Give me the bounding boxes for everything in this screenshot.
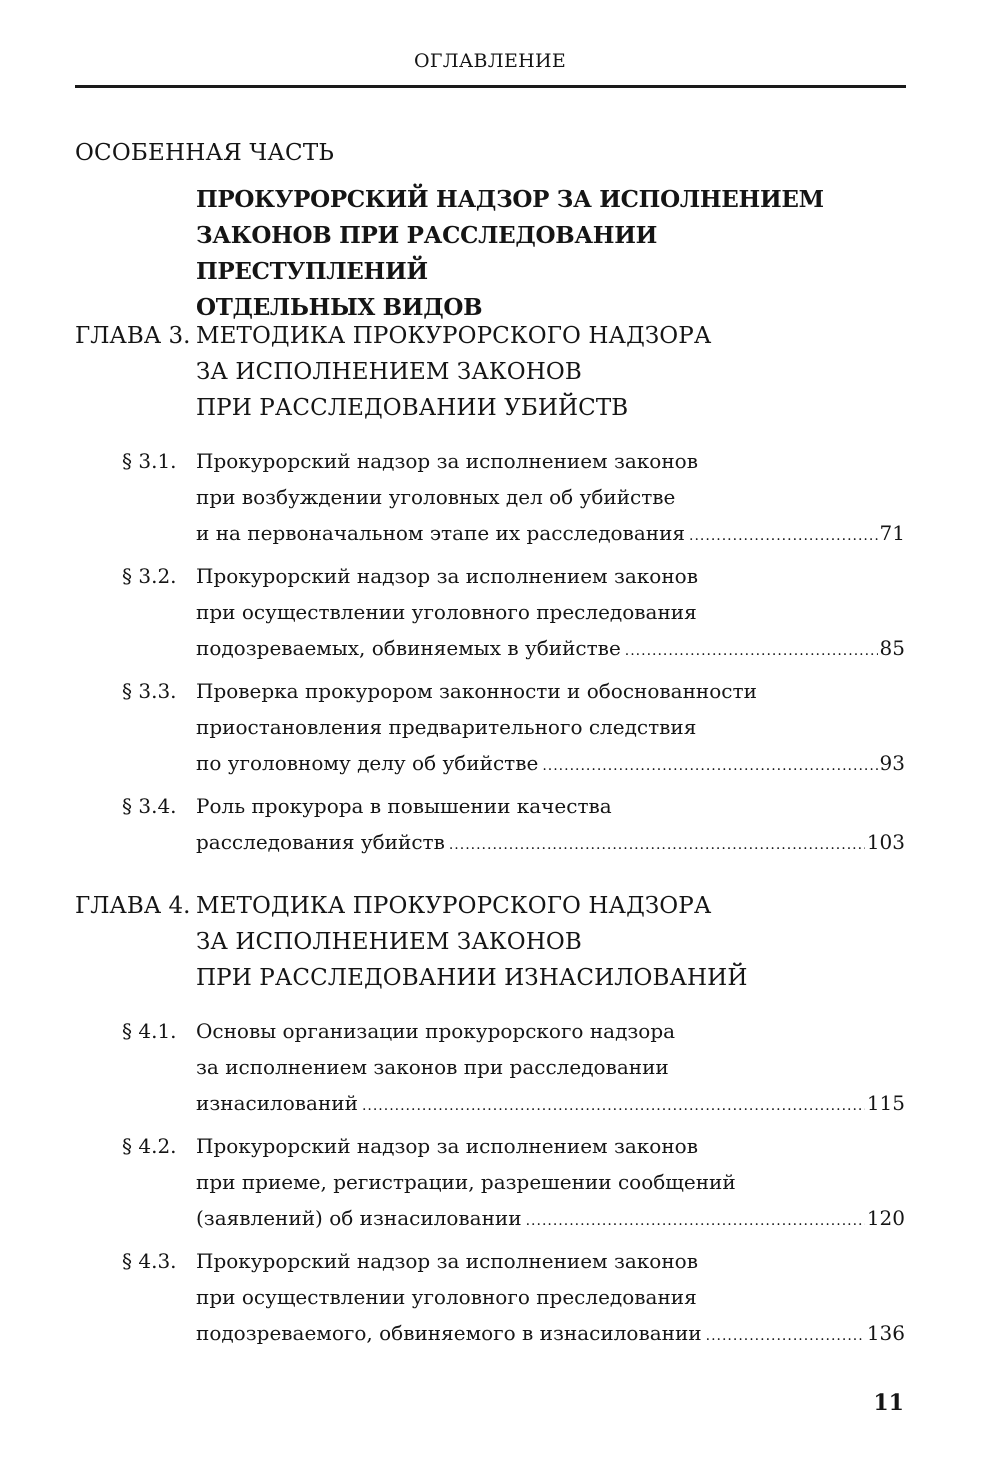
- part-title-line: ПРОКУРОРСКИЙ НАДЗОР ЗА ИСПОЛНЕНИЕМ: [196, 186, 824, 213]
- running-head: ОГЛАВЛЕНИЕ: [413, 50, 567, 72]
- page-number: 93: [879, 751, 905, 775]
- section-title-line: Прокурорский надзор за исполнением законов: [196, 1249, 698, 1273]
- chapter-title-line: МЕТОДИКА ПРОКУРОРСКОГО НАДЗОРА: [196, 893, 712, 919]
- page-number: 85: [879, 636, 905, 660]
- section-body: [196, 443, 905, 554]
- section-title-line: Прокурорский надзор за исполнением законов: [196, 449, 698, 473]
- section-title-line: при возбуждении уголовных дел об убийстве: [196, 485, 676, 509]
- dot-leader: [689, 518, 878, 554]
- chapter-title: [196, 888, 748, 996]
- section-last-line: [196, 515, 905, 554]
- dot-leader: [362, 1088, 865, 1124]
- header-rule: [75, 85, 906, 88]
- section-last-line: [196, 824, 905, 863]
- section-body: [196, 788, 905, 863]
- section-title-line: при осуществлении уголовного преследования: [196, 1285, 697, 1309]
- dot-leader: [449, 827, 865, 863]
- section-body: [196, 1243, 905, 1354]
- chapter-title-line: ЗА ИСПОЛНЕНИЕМ ЗАКОНОВ: [196, 359, 582, 385]
- page-number: 136: [866, 1321, 905, 1345]
- part-label: ОСОБЕННАЯ ЧАСТЬ: [75, 140, 335, 166]
- folio-page-number: 11: [873, 1390, 904, 1416]
- section-body: [196, 558, 905, 669]
- chapter-title-line: ЗА ИСПОЛНЕНИЕМ ЗАКОНОВ: [196, 929, 582, 955]
- section-title-line: при осуществлении уголовного преследования: [196, 600, 697, 624]
- section-body: [196, 1013, 905, 1124]
- chapter-title-line: МЕТОДИКА ПРОКУРОРСКОГО НАДЗОРА: [196, 323, 712, 349]
- part-title-line: ОТДЕЛЬНЫХ ВИДОВ: [196, 294, 483, 321]
- section-title-line: расследования убийств: [196, 830, 445, 854]
- section-title-line: подозреваемых, обвиняемых в убийстве: [196, 636, 621, 660]
- section-title-line: изнасилований: [196, 1091, 358, 1115]
- section-number: § 3.2.: [122, 564, 177, 588]
- dot-leader: [706, 1318, 865, 1354]
- section-body: [196, 673, 905, 784]
- section-last-line: [196, 1315, 905, 1354]
- section-title-line: Прокурорский надзор за исполнением законов: [196, 564, 698, 588]
- section-title-line: Прокурорский надзор за исполнением законов: [196, 1134, 698, 1158]
- chapter-number: ГЛАВА 3.: [75, 323, 191, 349]
- page-number: 71: [879, 521, 905, 545]
- section-number: § 3.1.: [122, 449, 177, 473]
- section-body: [196, 1128, 905, 1239]
- dot-leader: [542, 748, 877, 784]
- section-last-line: [196, 1200, 905, 1239]
- section-title-line: за исполнением законов при расследовании: [196, 1055, 669, 1079]
- section-title-line: подозреваемого, обвиняемого в изнасиловании: [196, 1321, 702, 1345]
- section-last-line: [196, 1085, 905, 1124]
- chapter-title: [196, 318, 711, 426]
- chapter-number: ГЛАВА 4.: [75, 893, 191, 919]
- section-number: § 4.3.: [122, 1249, 177, 1273]
- section-title-line: Основы организации прокурорского надзора: [196, 1019, 676, 1043]
- dot-leader: [625, 633, 878, 669]
- part-title: [196, 182, 886, 326]
- section-title-line: при приеме, регистрации, разрешении сообщений: [196, 1170, 736, 1194]
- section-number: § 3.3.: [122, 679, 177, 703]
- part-title-line: ЗАКОНОВ ПРИ РАССЛЕДОВАНИИ ПРЕСТУПЛЕНИЙ: [196, 222, 658, 285]
- page-number: 115: [866, 1091, 905, 1115]
- section-title-line: (заявлений) об изнасиловании: [196, 1206, 522, 1230]
- page-number: 103: [866, 830, 905, 854]
- section-title-line: приостановления предварительного следствия: [196, 715, 697, 739]
- section-title-line: Проверка прокурором законности и обоснованности: [196, 679, 757, 703]
- section-title-line: по уголовному делу об убийстве: [196, 751, 539, 775]
- section-number: § 4.1.: [122, 1019, 177, 1043]
- section-number: § 4.2.: [122, 1134, 177, 1158]
- section-last-line: [196, 745, 905, 784]
- section-number: § 3.4.: [122, 794, 177, 818]
- section-last-line: [196, 630, 905, 669]
- page-number: 120: [866, 1206, 905, 1230]
- section-title-line: и на первоначальном этапе их расследования: [196, 521, 686, 545]
- chapter-title-line: ПРИ РАССЛЕДОВАНИИ ИЗНАСИЛОВАНИЙ: [196, 965, 748, 991]
- dot-leader: [526, 1203, 865, 1239]
- chapter-title-line: ПРИ РАССЛЕДОВАНИИ УБИЙСТВ: [196, 395, 629, 421]
- section-title-line: Роль прокурора в повышении качества: [196, 794, 612, 818]
